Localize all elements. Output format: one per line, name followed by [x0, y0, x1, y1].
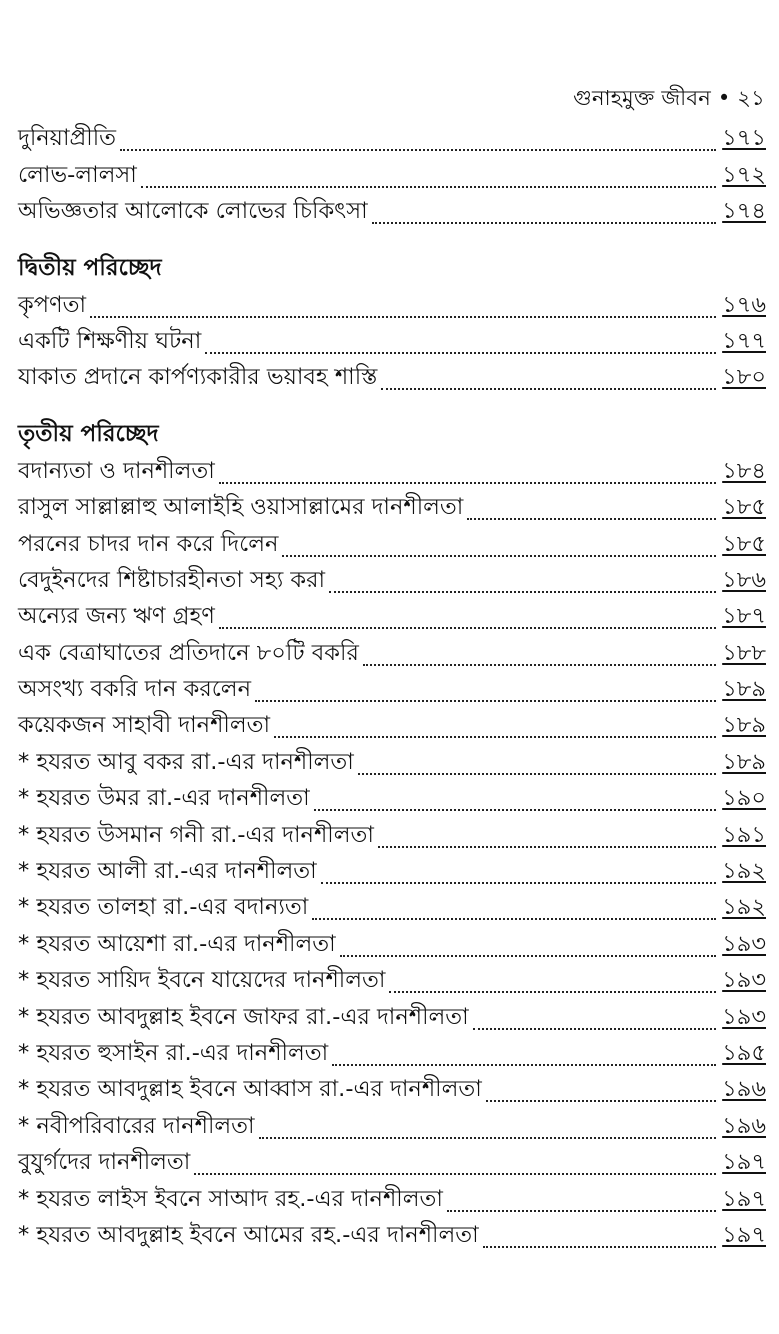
toc-entry — [18, 855, 766, 891]
toc-entry — [18, 782, 766, 818]
dot-leader — [120, 149, 716, 151]
entry-page-number: ১৮৪ — [722, 457, 766, 484]
toc-section — [18, 253, 766, 397]
entry-title: * হযরত আবু বকর রা.-এর দানশীলতা — [18, 748, 354, 775]
entry-title: অভিজ্ঞতার আলোকে লোভের চিকিৎসা — [18, 198, 368, 225]
entry-title: * হযরত আবদুল্লাহ ইবনে আমের রহ.-এর দানশীলতা — [18, 1221, 479, 1248]
toc-entry — [18, 325, 766, 361]
entry-title: বেদুইনদের শিষ্টাচারহীনতা সহ্য করা — [18, 566, 326, 593]
dot-leader — [259, 1137, 717, 1139]
entry-page-number: ১৯৩ — [722, 1003, 766, 1030]
entry-title: * হযরত আবদুল্লাহ ইবনে জাফর রা.-এর দানশীলতা — [18, 1003, 469, 1030]
entry-page-number: ১৮৭ — [722, 603, 766, 630]
entry-title: কৃপণতা — [18, 291, 87, 318]
toc-entry — [18, 491, 766, 527]
entry-page-number: ১৮৯ — [722, 748, 766, 775]
entry-page-number: ১৮৮ — [722, 639, 766, 666]
toc-entry — [18, 122, 766, 158]
entry-page-number: ১৯৭ — [722, 1221, 766, 1248]
toc-entry — [18, 673, 766, 709]
dot-leader — [312, 918, 716, 920]
entry-page-number: ১৯৩ — [722, 930, 766, 957]
toc-entry — [18, 927, 766, 963]
entry-title: অসংখ্য বকরি দান করলেন — [18, 676, 251, 703]
running-header: গুনাহমুক্ত জীবন • ২১ — [573, 86, 765, 110]
entry-title: অন্যের জন্য ঋণ গ্রহণ — [18, 603, 215, 630]
toc-entry — [18, 361, 766, 397]
entry-title: * হযরত লাইস ইবনে সাআদ রহ.-এর দানশীলতা — [18, 1185, 443, 1212]
entry-page-number: ১৯৫ — [722, 1039, 766, 1066]
entry-title: * হযরত তালহা রা.-এর বদান্যতা — [18, 894, 309, 921]
entry-title: * নবীপরিবারের দানশীলতা — [18, 1112, 255, 1139]
entry-title: * হযরত উমর রা.-এর দানশীলতা — [18, 785, 310, 812]
dot-leader — [363, 664, 716, 666]
toc-entry — [18, 1182, 766, 1218]
dot-leader — [282, 555, 716, 557]
toc-entry — [18, 1146, 766, 1182]
dot-leader — [274, 736, 716, 738]
entry-title: লোভ-লালসা — [18, 161, 137, 188]
toc-entry — [18, 600, 766, 636]
entry-title: যাকাত প্রদানে কার্পণ্যকারীর ভয়াবহ শাস্তি — [18, 364, 378, 391]
toc-entry — [18, 818, 766, 854]
toc-entry — [18, 195, 766, 231]
toc-entry — [18, 564, 766, 600]
toc-entry — [18, 636, 766, 672]
dot-leader — [205, 352, 716, 354]
entry-page-number: ১৮৯ — [722, 712, 766, 739]
toc-entry — [18, 1073, 766, 1109]
toc-entry — [18, 1037, 766, 1073]
dot-leader — [358, 773, 716, 775]
entry-page-number: ১৯৬ — [722, 1112, 766, 1139]
entry-title: এক বেত্রাঘাতের প্রতিদানে ৮০টি বকরি — [18, 639, 359, 666]
toc-entry — [18, 1219, 766, 1255]
entry-title: বুযুর্গদের দানশীলতা — [18, 1149, 191, 1176]
dot-leader — [378, 846, 716, 848]
entry-title: বদান্যতা ও দানশীলতা — [18, 457, 215, 484]
dot-leader — [483, 1246, 717, 1248]
entry-page-number: ১৯৬ — [722, 1076, 766, 1103]
table-of-contents — [18, 122, 766, 1255]
toc-entry — [18, 1000, 766, 1036]
entry-title: * হযরত আলী রা.-এর দানশীলতা — [18, 858, 317, 885]
entry-page-number: ১৯৭ — [722, 1149, 766, 1176]
entry-page-number: ১৮৫ — [722, 530, 766, 557]
entry-title: * হযরত সায়িদ ইবনে যায়েদের দানশীলতা — [18, 967, 386, 994]
dot-leader — [314, 809, 716, 811]
entry-title: রাসুল সাল্লাল্লাহু আলাইহি ওয়াসাল্লামের দানশীলতা — [18, 494, 464, 521]
dot-leader — [486, 1100, 716, 1102]
dot-leader — [194, 1173, 716, 1175]
dot-leader — [467, 518, 716, 520]
dot-leader — [389, 991, 716, 993]
entry-page-number: ১৯২ — [722, 858, 766, 885]
entry-title: একটি শিক্ষণীয় ঘটনা — [18, 327, 202, 354]
entry-title: * হযরত আয়েশা রা.-এর দানশীলতা — [18, 930, 336, 957]
toc-entry — [18, 454, 766, 490]
toc-entry — [18, 891, 766, 927]
entry-page-number: ১৭২ — [722, 161, 766, 188]
entry-title: * হযরত আবদুল্লাহ ইবনে আব্বাস রা.-এর দানশীলতা — [18, 1076, 482, 1103]
entry-page-number: ১৯১ — [722, 821, 766, 848]
toc-section — [18, 419, 766, 1255]
entry-page-number: ১৯৩ — [722, 967, 766, 994]
dot-leader — [255, 700, 716, 702]
dot-leader — [340, 955, 717, 957]
toc-entry — [18, 527, 766, 563]
dot-leader — [329, 591, 716, 593]
entry-title: দুনিয়াপ্রীতি — [18, 125, 117, 152]
toc-entry — [18, 709, 766, 745]
dot-leader — [372, 222, 717, 224]
toc-entry — [18, 158, 766, 194]
entry-page-number: ১৯২ — [722, 894, 766, 921]
dot-leader — [332, 1064, 716, 1066]
entry-page-number: ১৯৭ — [722, 1185, 766, 1212]
toc-section — [18, 122, 766, 231]
entry-title: * হযরত উসমান গনী রা.-এর দানশীলতা — [18, 821, 374, 848]
entry-page-number: ১৭৭ — [722, 327, 766, 354]
entry-title: কয়েকজন সাহাবী দানশীলতা — [18, 712, 271, 739]
section-heading: দ্বিতীয় পরিচ্ছেদ — [18, 255, 162, 282]
entry-page-number: ১৮৫ — [722, 494, 766, 521]
dot-leader — [321, 882, 716, 884]
dot-leader — [447, 1210, 716, 1212]
entry-page-number: ১৮৯ — [722, 676, 766, 703]
dot-leader — [381, 388, 716, 390]
entry-page-number: ১৭৬ — [722, 291, 766, 318]
entry-page-number: ১৮৬ — [722, 566, 766, 593]
entry-title: * হযরত হুসাইন রা.-এর দানশীলতা — [18, 1039, 329, 1066]
dot-leader — [219, 627, 716, 629]
toc-entry — [18, 745, 766, 781]
entry-page-number: ১৮০ — [722, 364, 766, 391]
entry-page-number: ১৯০ — [722, 785, 766, 812]
toc-entry — [18, 288, 766, 324]
entry-page-number: ১৭৪ — [722, 198, 766, 225]
toc-entry — [18, 1109, 766, 1145]
dot-leader — [473, 1028, 716, 1030]
dot-leader — [90, 316, 716, 318]
section-heading: তৃতীয় পরিচ্ছেদ — [18, 421, 159, 448]
entry-title: পরনের চাদর দান করে দিলেন — [18, 530, 279, 557]
toc-entry — [18, 964, 766, 1000]
entry-page-number: ১৭১ — [722, 125, 766, 152]
dot-leader — [219, 482, 716, 484]
dot-leader — [141, 186, 716, 188]
